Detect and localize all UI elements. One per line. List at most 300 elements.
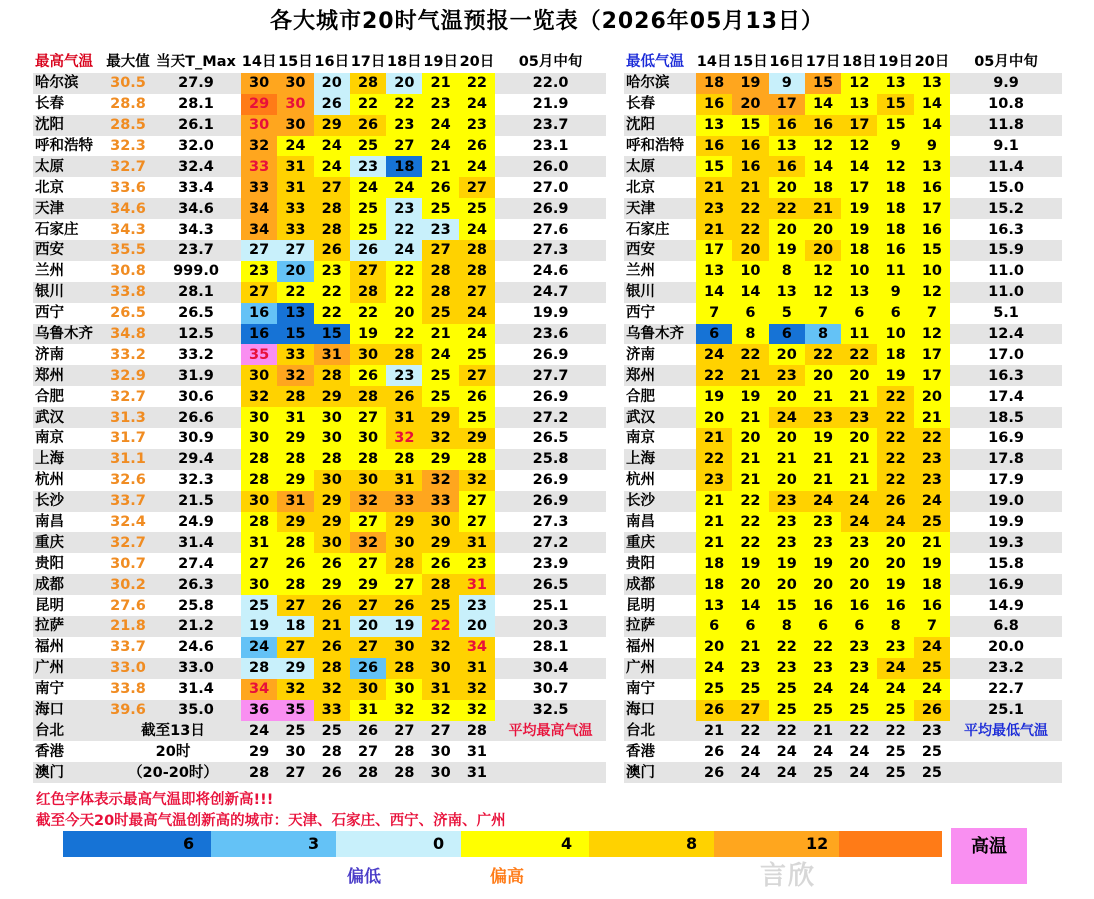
forecast-cell: 29: [249, 743, 270, 760]
forecast-cell: 28: [277, 574, 313, 595]
mid-month-average: 26.9: [532, 346, 569, 363]
min-table-header-row: [624, 52, 1062, 73]
forecast-cell: 28: [321, 743, 342, 760]
city-name: 上海: [33, 449, 105, 470]
page-title: 各大城市20时气温预报一览表（2026年05月13日）: [269, 9, 825, 34]
forecast-cell: 21: [805, 470, 841, 491]
forecast-cell: 13: [914, 73, 950, 94]
forecast-cell: 18: [877, 344, 913, 365]
min-table-extra-row: [624, 762, 1062, 783]
forecast-cell: 14: [732, 282, 768, 303]
max-table-row: [33, 407, 606, 428]
today-tmax-value: 21.5: [151, 491, 241, 512]
forecast-cell: 19: [769, 553, 805, 574]
city-name: 呼和浩特: [35, 138, 93, 154]
forecast-cell: 32: [422, 637, 458, 658]
max-table-row: [33, 156, 606, 177]
forecast-cell: 21: [696, 428, 732, 449]
forecast-cell: 22: [732, 198, 768, 219]
city-name: 昆明: [626, 597, 655, 614]
forecast-cell: 24: [732, 762, 768, 783]
max-table-row: [33, 512, 606, 533]
mid-month-average: 19.9: [532, 305, 569, 322]
today-tmax-value: 35.0: [151, 700, 241, 721]
forecast-cell: 31: [459, 532, 495, 553]
forecast-cell: 25: [277, 721, 313, 742]
forecast-cell: 13: [277, 303, 313, 324]
min-table-row: [624, 637, 1062, 658]
forecast-cell: 19: [805, 553, 841, 574]
forecast-cell: 17: [914, 198, 950, 219]
forecast-cell: 28: [386, 344, 422, 365]
forecast-cell: 19: [732, 73, 768, 94]
forecast-cell: 31: [277, 177, 313, 198]
forecast-cell: 25: [459, 407, 495, 428]
today-tmax-value: 28.1: [178, 96, 214, 113]
mid-month-average: 26.9: [495, 491, 606, 512]
min-table-row: [624, 532, 1062, 553]
city-name: 天津: [624, 198, 696, 219]
city-name: 北京: [626, 179, 655, 196]
forecast-cell: 14: [732, 595, 768, 616]
average-high-label: [495, 762, 606, 783]
forecast-cell: 20: [841, 365, 877, 386]
forecast-cell: 29: [314, 512, 350, 533]
mid-month-average: 5.1: [993, 305, 1019, 322]
forecast-cell: 30: [386, 679, 422, 700]
city-name: 太原: [33, 156, 105, 177]
forecast-cell: 24: [805, 491, 841, 512]
forecast-cell: 23: [769, 365, 805, 386]
forecast-cell: 27: [314, 177, 350, 198]
forecast-cell: 10: [877, 324, 913, 345]
city-name: 澳门: [624, 762, 696, 783]
forecast-cell: 27: [386, 721, 422, 742]
legend-hot-label: 高温: [971, 836, 1007, 857]
record-high-value: 31.3: [105, 407, 151, 428]
forecast-cell: 27: [459, 491, 495, 512]
forecast-cell: 21: [805, 449, 841, 470]
city-name: 福州: [626, 639, 655, 656]
forecast-cell: 27: [350, 407, 386, 428]
forecast-cell: 31: [459, 762, 495, 783]
column-header: 当天T_Max: [151, 52, 241, 73]
forecast-cell: 24: [812, 743, 834, 760]
forecast-cell: 25: [696, 679, 732, 700]
forecast-cell: 34: [241, 198, 277, 219]
today-tmax-value: 32.4: [151, 156, 241, 177]
forecast-cell: 30: [422, 512, 458, 533]
city-name: 广州: [624, 658, 696, 679]
record-high-value: 26.5: [110, 305, 146, 322]
forecast-cell: 31: [466, 743, 488, 760]
city-name: 乌鲁木齐: [624, 324, 696, 345]
max-table-row: [33, 428, 606, 449]
forecast-cell: 24: [877, 512, 913, 533]
forecast-cell: 21: [732, 470, 768, 491]
forecast-cell: 18: [805, 177, 841, 198]
mid-month-average: 23.2: [950, 658, 1062, 679]
mid-month-average: 14.9: [988, 597, 1024, 614]
forecast-cell: 22: [914, 428, 950, 449]
today-tmax-value: 29.4: [151, 449, 241, 470]
forecast-cell: 30: [430, 743, 451, 760]
legend-tick: 8: [686, 834, 698, 853]
forecast-cell: 22: [841, 721, 877, 742]
forecast-cell: 21: [732, 365, 768, 386]
forecast-cell: 31: [386, 470, 422, 491]
city-name: 济南: [626, 346, 655, 363]
forecast-cell: 19: [241, 616, 277, 637]
forecast-cell: 23: [805, 532, 841, 553]
forecast-cell: 32: [241, 386, 277, 407]
forecast-cell: 23: [769, 658, 805, 679]
forecast-cell: 15: [314, 324, 350, 345]
today-tmax-value: 26.5: [178, 305, 214, 322]
min-table-row: [624, 679, 1062, 700]
city-name: 成都: [33, 574, 105, 595]
today-tmax-value: 31.9: [151, 365, 241, 386]
city-name: 兰州: [35, 263, 64, 280]
forecast-cell: 16: [914, 595, 950, 616]
forecast-cell: 31: [350, 700, 386, 721]
forecast-cell: 22: [732, 512, 768, 533]
forecast-cell: 16: [769, 156, 805, 177]
forecast-cell: 27: [350, 637, 386, 658]
forecast-cell: 29: [277, 470, 313, 491]
forecast-cell: 17: [696, 240, 732, 261]
forecast-cell: 30: [314, 470, 350, 491]
forecast-cell: 30: [241, 491, 277, 512]
mid-month-average: 19.0: [950, 491, 1062, 512]
forecast-cell: 20: [841, 553, 877, 574]
forecast-cell: 24: [805, 679, 841, 700]
mid-month-average: 19.3: [950, 532, 1062, 553]
forecast-cell: 16: [241, 324, 277, 345]
mid-month-average: 11.8: [950, 115, 1062, 136]
forecast-cell: 22: [386, 94, 422, 115]
forecast-cell: 20: [769, 177, 805, 198]
forecast-cell: 22: [769, 198, 805, 219]
city-name: 合肥: [626, 388, 655, 405]
forecast-cell: 30: [386, 637, 422, 658]
forecast-cell: 24: [776, 743, 797, 760]
forecast-cell: 22: [841, 344, 877, 365]
forecast-cell: 18: [877, 219, 913, 240]
city-name: 哈尔滨: [624, 73, 696, 94]
forecast-cell: 33: [277, 344, 313, 365]
mid-month-average: 23.1: [532, 138, 569, 154]
max-table-row: [33, 595, 606, 616]
mid-month-average: 23.9: [532, 555, 569, 572]
legend-tick: 4: [561, 834, 573, 853]
forecast-cell: 22: [696, 449, 732, 470]
forecast-cell: 19: [769, 240, 805, 261]
forecast-cell: 28: [394, 743, 415, 760]
time-note: 截至13日: [105, 721, 241, 742]
forecast-cell: 30: [241, 73, 277, 94]
forecast-cell: 14: [914, 94, 950, 115]
forecast-cell: 26: [314, 94, 350, 115]
forecast-cell: 30: [277, 94, 313, 115]
forecast-cell: 24: [314, 136, 350, 157]
forecast-cell: 15: [732, 115, 768, 136]
forecast-cell: 30: [241, 365, 277, 386]
mid-month-average: 11.4: [950, 156, 1062, 177]
mid-month-average: 12.4: [950, 324, 1062, 345]
forecast-cell: 24: [841, 762, 877, 783]
forecast-cell: 19: [841, 198, 877, 219]
min-table-row: [624, 616, 1062, 637]
max-table-row: [33, 470, 606, 491]
mid-month-average: 10.8: [988, 96, 1024, 113]
forecast-cell: 28: [241, 449, 277, 470]
column-header: 最大值: [105, 52, 151, 73]
forecast-cell: 21: [732, 407, 768, 428]
record-high-value: 35.5: [105, 240, 151, 261]
forecast-cell: 26: [314, 637, 350, 658]
forecast-cell: 16: [877, 595, 913, 616]
forecast-cell: 16: [805, 115, 841, 136]
forecast-cell: 32: [350, 532, 386, 553]
forecast-cell: 32: [386, 700, 422, 721]
min-temp-table: [624, 52, 1062, 783]
city-name: 长沙: [624, 491, 696, 512]
average-low-label: [950, 741, 1062, 762]
forecast-cell: 30: [350, 679, 386, 700]
max-table-row: [33, 637, 606, 658]
mid-month-average: 20.3: [495, 616, 606, 637]
forecast-cell: 24: [459, 219, 495, 240]
forecast-cell: 27: [386, 136, 422, 157]
forecast-cell: 22: [877, 470, 913, 491]
forecast-cell: 22: [350, 303, 386, 324]
forecast-cell: 20: [805, 365, 841, 386]
forecast-cell: 23: [459, 595, 495, 616]
forecast-cell: 24: [350, 177, 386, 198]
today-tmax-value: 33.2: [178, 346, 214, 363]
forecast-cell: 28: [459, 240, 495, 261]
mid-month-average: 25.1: [532, 597, 569, 614]
forecast-cell: 7: [914, 616, 950, 637]
today-tmax-value: 33.0: [151, 658, 241, 679]
max-table-row: [33, 219, 606, 240]
forecast-cell: 22: [277, 282, 313, 303]
forecast-cell: 28: [277, 449, 313, 470]
forecast-cell: 20: [841, 428, 877, 449]
city-name: 南京: [626, 430, 655, 447]
forecast-cell: 8: [732, 324, 768, 345]
forecast-cell: 29: [422, 449, 458, 470]
forecast-cell: 26: [459, 386, 495, 407]
forecast-cell: 28: [459, 721, 495, 742]
forecast-cell: 12: [914, 324, 950, 345]
forecast-cell: 23: [805, 512, 841, 533]
max-table-extra-row: [33, 741, 606, 762]
city-name: 沈阳: [624, 115, 696, 136]
mid-month-average: 15.2: [950, 198, 1062, 219]
forecast-cell: 30: [314, 407, 350, 428]
forecast-cell: 26: [277, 553, 313, 574]
min-table-row: [624, 428, 1062, 449]
forecast-cell: 19: [877, 574, 913, 595]
forecast-cell: 23: [241, 261, 277, 282]
max-table-row: [33, 261, 606, 282]
forecast-cell: 31: [277, 156, 313, 177]
forecast-cell: 26: [314, 762, 350, 783]
record-high-value: 27.6: [110, 597, 146, 614]
forecast-cell: 22: [314, 282, 350, 303]
mid-month-average: 23.6: [495, 324, 606, 345]
forecast-cell: 32: [459, 470, 495, 491]
forecast-cell: 20: [732, 240, 768, 261]
forecast-cell: 30: [422, 658, 458, 679]
forecast-cell: 24: [877, 679, 913, 700]
today-tmax-value: 34.3: [178, 221, 214, 238]
column-header: 17日: [350, 52, 386, 73]
forecast-cell: 34: [459, 637, 495, 658]
forecast-cell: 17: [841, 115, 877, 136]
today-tmax-value: 28.1: [151, 282, 241, 303]
forecast-cell: 32: [350, 491, 386, 512]
mid-month-average: 24.7: [495, 282, 606, 303]
mid-month-average: 17.9: [988, 472, 1024, 489]
forecast-cell: 20: [386, 303, 422, 324]
forecast-cell: 26: [350, 658, 386, 679]
forecast-cell: 28: [277, 386, 313, 407]
forecast-cell: 28: [459, 449, 495, 470]
min-table-row: [624, 261, 1062, 282]
forecast-cell: 22: [805, 637, 841, 658]
max-table-row: [33, 616, 606, 637]
record-high-value: 32.7: [110, 388, 146, 405]
city-name: 广州: [33, 658, 105, 679]
mid-month-average: 15.9: [950, 240, 1062, 261]
mid-month-average: 18.5: [950, 407, 1062, 428]
city-name: 天津: [33, 198, 105, 219]
forecast-cell: 23: [732, 658, 768, 679]
forecast-cell: 9: [877, 282, 913, 303]
min-table-row: [624, 491, 1062, 512]
forecast-cell: 25: [877, 700, 913, 721]
forecast-cell: 27: [459, 512, 495, 533]
forecast-cell: 8: [805, 324, 841, 345]
city-name: 重庆: [624, 532, 696, 553]
forecast-cell: 20: [386, 73, 422, 94]
record-high-value: 28.8: [110, 96, 146, 113]
forecast-cell: 7: [914, 303, 950, 324]
mid-month-average: 20.0: [988, 639, 1024, 656]
mid-month-average: 17.0: [988, 346, 1024, 363]
forecast-cell: 24: [459, 94, 495, 115]
forecast-cell: 23: [841, 637, 877, 658]
forecast-cell: 29: [386, 512, 422, 533]
forecast-cell: 24: [241, 637, 277, 658]
city-name: 海口: [624, 700, 696, 721]
forecast-cell: 27: [241, 553, 277, 574]
mid-month-average: 28.1: [532, 639, 569, 656]
forecast-cell: 26: [386, 595, 422, 616]
forecast-cell: 21: [914, 407, 950, 428]
today-tmax-value: 23.7: [151, 240, 241, 261]
forecast-cell: 27: [386, 574, 422, 595]
forecast-cell: 28: [350, 449, 386, 470]
today-tmax-value: 21.2: [151, 616, 241, 637]
forecast-cell: 27: [732, 700, 768, 721]
record-high-value: 32.7: [105, 532, 151, 553]
city-name: 福州: [35, 639, 64, 656]
forecast-cell: 23: [805, 658, 841, 679]
forecast-cell: 18: [696, 553, 732, 574]
min-table-extra-row: [624, 721, 1062, 742]
forecast-cell: 21: [696, 512, 732, 533]
mid-month-average: 26.9: [495, 198, 606, 219]
forecast-cell: 28: [422, 574, 458, 595]
forecast-cell: 28: [241, 470, 277, 491]
city-name: 济南: [35, 346, 64, 363]
city-name: 郑州: [624, 365, 696, 386]
time-note: 20时: [155, 743, 191, 760]
forecast-cell: 26: [314, 553, 350, 574]
city-name: 石家庄: [626, 221, 670, 238]
forecast-cell: 22: [314, 303, 350, 324]
forecast-cell: 31: [422, 679, 458, 700]
forecast-cell: 23: [914, 470, 950, 491]
forecast-cell: 18: [877, 198, 913, 219]
forecast-cell: 20: [805, 574, 841, 595]
city-name: 长沙: [33, 491, 105, 512]
city-name: 南宁: [626, 681, 655, 698]
today-tmax-value: 31.4: [178, 681, 214, 698]
forecast-cell: 25: [805, 700, 841, 721]
forecast-cell: 23: [841, 532, 877, 553]
forecast-cell: 15: [877, 115, 913, 136]
forecast-cell: 24: [422, 115, 458, 136]
legend-low-word: 偏低: [347, 867, 381, 887]
forecast-cell: 24: [459, 303, 495, 324]
record-high-value: 28.5: [105, 115, 151, 136]
forecast-cell: 19: [350, 324, 386, 345]
city-name: 石家庄: [35, 221, 79, 238]
forecast-cell: 22: [696, 365, 732, 386]
forecast-cell: 15: [277, 324, 313, 345]
forecast-cell: 20: [769, 219, 805, 240]
record-high-value: 21.8: [105, 616, 151, 637]
max-table-row: [33, 177, 606, 198]
forecast-cell: 31: [277, 407, 313, 428]
forecast-cell: 29: [241, 94, 277, 115]
record-high-value: 31.7: [110, 430, 146, 447]
forecast-cell: 29: [314, 491, 350, 512]
forecast-cell: 27: [277, 762, 313, 783]
mid-month-average: 15.0: [988, 179, 1024, 196]
forecast-cell: 17: [914, 365, 950, 386]
forecast-cell: 25: [914, 512, 950, 533]
forecast-cell: 22: [732, 491, 768, 512]
legend-high-word: 偏高: [490, 867, 524, 887]
forecast-cell: 32: [422, 428, 458, 449]
forecast-cell: 33: [386, 491, 422, 512]
forecast-cell: 22: [732, 532, 768, 553]
forecast-cell: 22: [459, 73, 495, 94]
city-name: 长春: [35, 96, 64, 113]
forecast-cell: 24: [422, 344, 458, 365]
forecast-cell: 33: [277, 198, 313, 219]
forecast-cell: 23: [769, 512, 805, 533]
city-name: 武汉: [33, 407, 105, 428]
forecast-cell: 11: [877, 261, 913, 282]
forecast-cell: 30: [285, 743, 306, 760]
